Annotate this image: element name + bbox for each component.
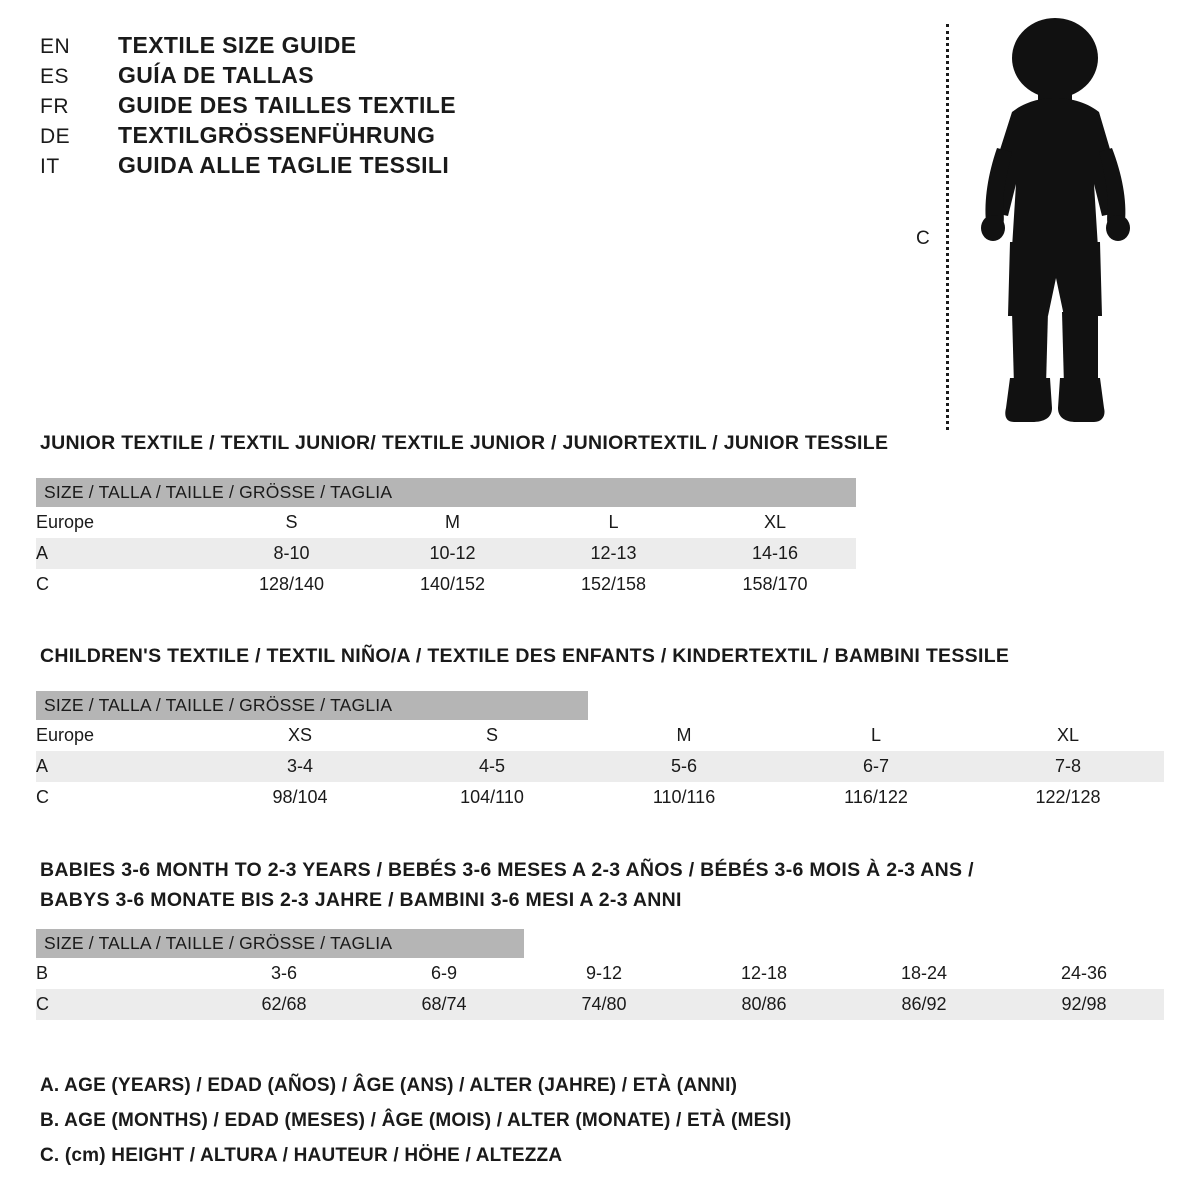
cell: 152/158 xyxy=(533,569,694,600)
cell: 80/86 xyxy=(684,989,844,1020)
cell: XL xyxy=(694,507,856,538)
language-code: DE xyxy=(40,125,71,148)
row-label: B xyxy=(36,958,204,989)
cell: 6-9 xyxy=(364,958,524,989)
language-code: IT xyxy=(40,155,60,178)
language-title: GUIDE DES TAILLES TEXTILE xyxy=(118,92,456,118)
babies-size-table xyxy=(36,929,1164,1020)
cell: S xyxy=(396,720,588,751)
cell: 9-12 xyxy=(524,958,684,989)
row-label: C xyxy=(36,989,204,1020)
language-row xyxy=(40,32,680,62)
table-header-bar xyxy=(36,478,856,507)
table-row xyxy=(36,538,856,569)
cell: L xyxy=(533,507,694,538)
cell: 110/116 xyxy=(588,782,780,813)
table-header-filler xyxy=(524,929,1164,958)
section-title-children: CHILDREN'S TEXTILE / TEXTIL NIÑO/A / TEXTILE DES ENFANTS / KINDERTEXTIL / BAMBINI TESSILE xyxy=(40,645,1010,667)
cell: XL xyxy=(972,720,1164,751)
language-row xyxy=(40,122,680,152)
table-header-bar xyxy=(36,691,1164,720)
language-row xyxy=(40,62,680,92)
cell: 24-36 xyxy=(1004,958,1164,989)
table-header-label: SIZE / TALLA / TAILLE / GRÖSSE / TAGLIA xyxy=(36,478,856,507)
height-measure-line xyxy=(946,24,949,430)
cell: 92/98 xyxy=(1004,989,1164,1020)
cell: 18-24 xyxy=(844,958,1004,989)
language-code: FR xyxy=(40,95,69,118)
language-code: ES xyxy=(40,65,70,88)
section-title-junior: JUNIOR TEXTILE / TEXTIL JUNIOR/ TEXTILE JUNIOR / JUNIORTEXTIL / JUNIOR TESSILE xyxy=(40,432,889,454)
children-size-table xyxy=(36,691,1164,813)
language-title: GUÍA DE TALLAS xyxy=(118,62,314,88)
row-label: Europe xyxy=(36,720,204,751)
cell: 158/170 xyxy=(694,569,856,600)
cell: 140/152 xyxy=(372,569,533,600)
cell: 86/92 xyxy=(844,989,1004,1020)
cell: 7-8 xyxy=(972,751,1164,782)
row-label: C xyxy=(36,569,211,600)
footnote-age-years: A. AGE (YEARS) / EDAD (AÑOS) / ÂGE (ANS) / ALTER (JAHRE) / ETÀ (ANNI) xyxy=(40,1075,738,1096)
cell: 5-6 xyxy=(588,751,780,782)
cell: 98/104 xyxy=(204,782,396,813)
cell: 8-10 xyxy=(211,538,372,569)
cell: 6-7 xyxy=(780,751,972,782)
table-row xyxy=(36,751,1164,782)
height-figure xyxy=(900,10,1160,435)
language-row xyxy=(40,152,680,182)
table-header-filler xyxy=(588,691,1164,720)
language-title: TEXTILGRÖSSENFÜHRUNG xyxy=(118,122,436,148)
language-header xyxy=(40,32,680,182)
language-row xyxy=(40,92,680,122)
row-label: Europe xyxy=(36,507,211,538)
table-header-label: SIZE / TALLA / TAILLE / GRÖSSE / TAGLIA xyxy=(36,929,524,958)
cell: 12-18 xyxy=(684,958,844,989)
footnote-age-months: B. AGE (MONTHS) / EDAD (MESES) / ÂGE (MOIS) / ALTER (MONATE) / ETÀ (MESI) xyxy=(40,1110,792,1131)
cell: 3-6 xyxy=(204,958,364,989)
cell: XS xyxy=(204,720,396,751)
cell: 74/80 xyxy=(524,989,684,1020)
cell: 10-12 xyxy=(372,538,533,569)
table-row xyxy=(36,569,856,600)
child-silhouette-icon xyxy=(952,16,1152,431)
table-header-label: SIZE / TALLA / TAILLE / GRÖSSE / TAGLIA xyxy=(36,691,588,720)
table-row xyxy=(36,958,1164,989)
cell: 12-13 xyxy=(533,538,694,569)
language-code: EN xyxy=(40,35,71,58)
cell: 4-5 xyxy=(396,751,588,782)
footnote-height: C. (cm) HEIGHT / ALTURA / HAUTEUR / HÖHE / ALTEZZA xyxy=(40,1145,563,1166)
cell: L xyxy=(780,720,972,751)
cell: M xyxy=(588,720,780,751)
height-measure-label: C xyxy=(916,228,930,249)
cell: 116/122 xyxy=(780,782,972,813)
cell: 104/110 xyxy=(396,782,588,813)
footnotes xyxy=(40,1068,1140,1173)
cell: M xyxy=(372,507,533,538)
row-label: C xyxy=(36,782,204,813)
section-title-babies: BABIES 3-6 MONTH TO 2-3 YEARS / BEBÉS 3-6 MESES A 2-3 AÑOS / BÉBÉS 3-6 MOIS À 2-3 ANS / BABYS 3-6 MONATE BIS 2-3 JAHRE / BAMBINI 3-6 MESI A 2-3 ANNI xyxy=(40,859,974,911)
language-title: TEXTILE SIZE GUIDE xyxy=(118,32,357,58)
table-row xyxy=(36,507,856,538)
table-row xyxy=(36,989,1164,1020)
table-header-bar xyxy=(36,929,1164,958)
cell: 68/74 xyxy=(364,989,524,1020)
cell: S xyxy=(211,507,372,538)
cell: 3-4 xyxy=(204,751,396,782)
row-label: A xyxy=(36,538,211,569)
cell: 122/128 xyxy=(972,782,1164,813)
cell: 128/140 xyxy=(211,569,372,600)
cell: 14-16 xyxy=(694,538,856,569)
cell: 62/68 xyxy=(204,989,364,1020)
junior-size-table xyxy=(36,478,856,600)
table-row xyxy=(36,720,1164,751)
row-label: A xyxy=(36,751,204,782)
table-row xyxy=(36,782,1164,813)
language-title: GUIDA ALLE TAGLIE TESSILI xyxy=(118,152,450,178)
